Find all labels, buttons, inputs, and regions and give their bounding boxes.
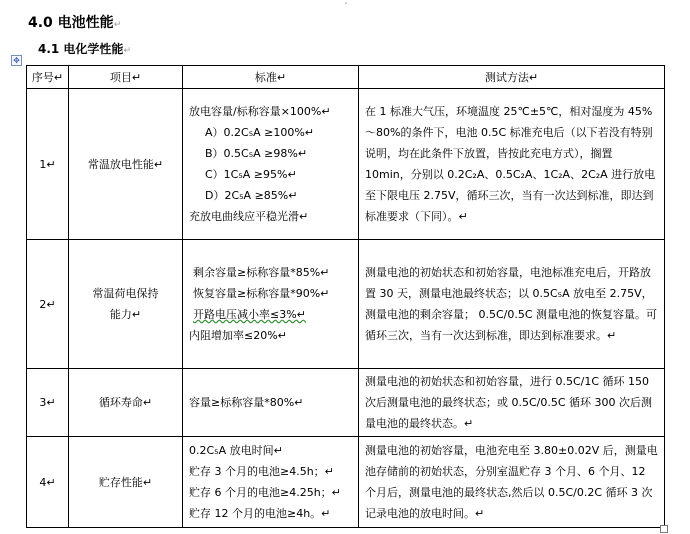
row-item: 常温放电性能↵ (69, 89, 183, 240)
standard-line: 贮存 12 个月的电池≥4h。↵ (189, 507, 331, 520)
standard-line: D）2C₅A ≥85%↵ (205, 189, 298, 202)
item-line: 常温荷电保持 (92, 287, 159, 300)
standard-line: 0.2C₅A 放电时间↵ (189, 444, 283, 457)
section-heading: 4.0 电池性能↵ (28, 15, 122, 31)
item-line: 能力↵ (109, 308, 142, 321)
row-standard (183, 240, 359, 369)
subsection-heading: 4.1 电化学性能↵ (38, 42, 131, 56)
row-method: 在 1 标准大气压，环境温度 25℃±5℃，相对湿度为 45%～80%的条件下，电池 0.5C 标准充电后（以下若没有特别说明，均在此条件下放置，皆按此充电方式），搁置 10min，分别以 0.2C₂A、0.5C₂A、1C₂A、2C₂A 进行放电至下限电压 2.75V，循环三次，当有一次达到标准，即达到标准要求（下同）。↵ (359, 89, 665, 240)
row-standard: 容量≥标称容量*80%↵ (183, 369, 359, 437)
row-method: 测量电池的初始状态和初始容量，电池标准充电后，开路放置 30 天，测量电池最终状态；以 0.5C₅A 放电至 2.75V，测量电池的剩余容量； 0.5C/0.5C 测量电池的恢复容量。可循环三次，当有一次达到标准，即达到标准要求。↵ (359, 240, 665, 369)
row-standard (183, 89, 359, 240)
row-item: 贮存性能↵ (69, 437, 183, 528)
standard-line: 恢复容量≥标称容量*90%↵ (193, 287, 330, 300)
table-row (27, 240, 665, 369)
row-number: 1↵ (27, 89, 69, 240)
table-row (27, 89, 665, 240)
performance-table (26, 65, 665, 528)
standard-line: B）0.5C₅A ≥98%↵ (205, 147, 308, 160)
standard-line: 内阻增加率≤20%↵ (189, 329, 287, 342)
row-method: 测量电池的初始容量，电池充电至 3.80±0.02V 后，测量电池存储前的初始状态，分别室温贮存 3 个月、6 个月、12 个月后，测量电池的最终状态,然后以 0.5C/0.2C 循环 3 次记录电池的放电时间。↵ (359, 437, 665, 528)
table-resize-handle[interactable] (660, 525, 668, 533)
row-number: 3↵ (27, 369, 69, 437)
standard-line: 开路电压减小率≤3%↵ (193, 308, 306, 321)
header-standard: 标准↵ (183, 66, 359, 89)
standard-line: A）0.2C₅A ≥100%↵ (205, 126, 315, 139)
row-item (69, 240, 183, 369)
table-row (27, 437, 665, 528)
header-item: 项目↵ (69, 66, 183, 89)
row-method: 测量电池的初始状态和初始容量，进行 0.5C/1C 循环 150 次后测量电池的最终状态；或 0.5C/0.5C 循环 300 次后测量电池的最终状态。↵ (359, 369, 665, 437)
move-cross-icon: ✥ (13, 56, 20, 65)
row-item: 循环寿命↵ (69, 369, 183, 437)
header-method: 测试方法↵ (359, 66, 665, 89)
row-number: 4↵ (27, 437, 69, 528)
standard-line: C）1C₅A ≥95%↵ (205, 168, 297, 181)
standard-line: 贮存 6 个月的电池≥4.25h；↵ (189, 486, 341, 499)
standard-line: 放电容量/标称容量×100%↵ (189, 105, 331, 118)
row-standard (183, 437, 359, 528)
row-number: 2↵ (27, 240, 69, 369)
header-mark: ˇ (344, 2, 348, 11)
standard-line: 剩余容量≥标称容量*85%↵ (193, 266, 330, 279)
standard-line: 贮存 3 个月的电池≥4.5h；↵ (189, 465, 334, 478)
standard-line: 充放电曲线应平稳光滑↵ (189, 210, 309, 223)
header-no: 序号↵ (27, 66, 69, 89)
table-move-handle[interactable] (11, 55, 22, 66)
table-header-row (27, 66, 665, 89)
table-row (27, 369, 665, 437)
